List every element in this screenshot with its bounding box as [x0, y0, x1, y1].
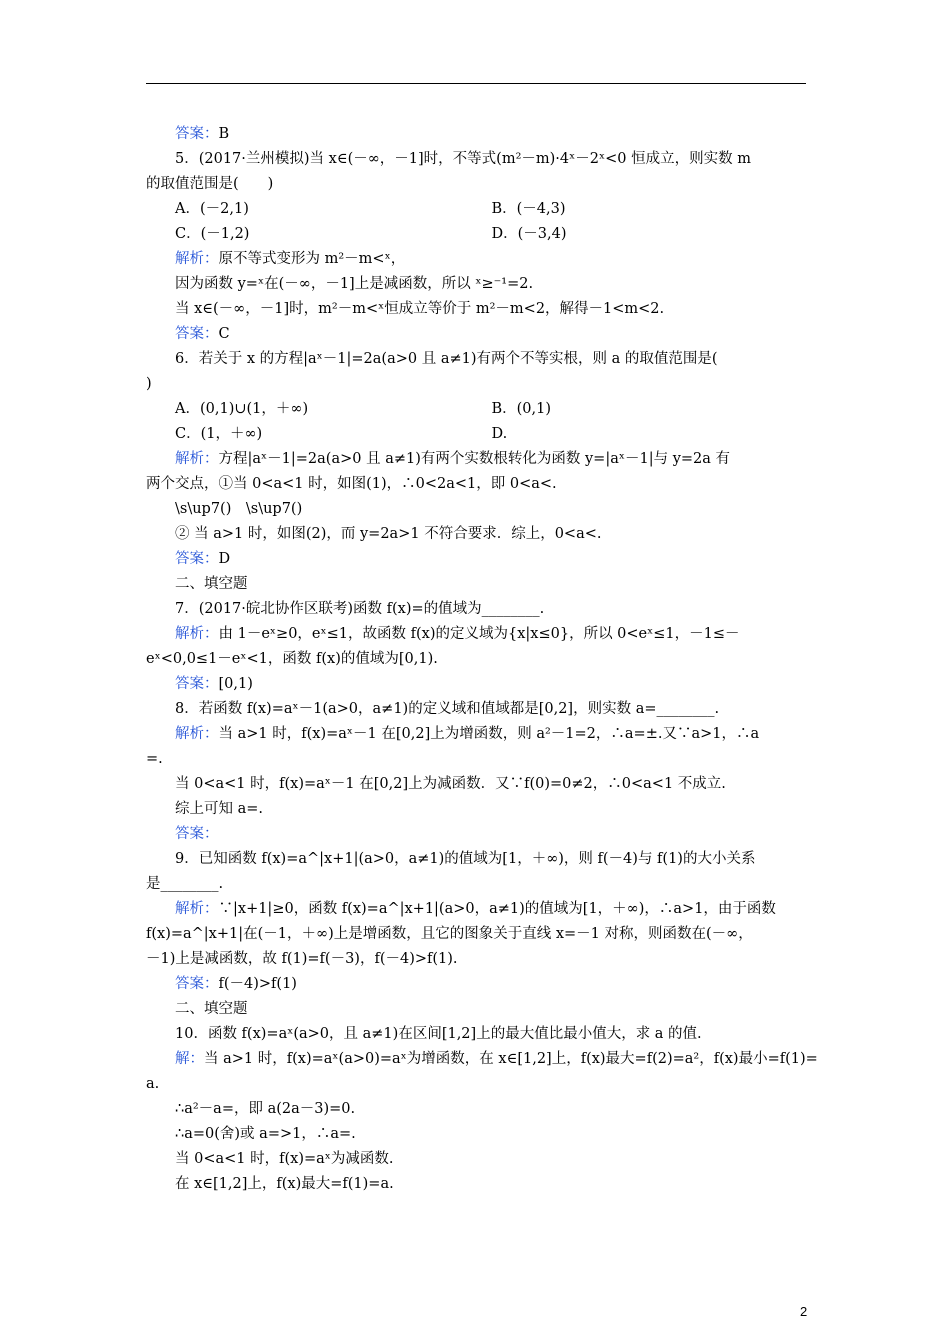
paragraph-line: ∴a=0(舍)或 a=>1，∴a=. — [175, 1126, 356, 1142]
answer-line — [146, 1047, 818, 1072]
answer-label: 解析： — [175, 451, 219, 467]
option-text: B．(－4,3) — [491, 201, 566, 217]
paragraph-line: 当 0<a<1 时，f(x)=aˣ－1 在[0,2]上为减函数．又∵f(0)=0≠2，∴0<a<1 不成立. — [175, 776, 726, 792]
option-text: A．(0,1)∪(1，＋∞) — [175, 401, 309, 417]
option-text: D．(－3,4) — [491, 226, 567, 242]
paragraph-line: 当 0<a<1 时，f(x)=aˣ为减函数. — [175, 1151, 394, 1167]
option-text: B．(0,1) — [491, 401, 552, 417]
option-row — [146, 422, 808, 447]
answer-line — [146, 722, 808, 747]
answer-line — [146, 897, 808, 922]
answer-line — [146, 247, 808, 272]
continuation-line: －1)上是减函数，故 f(1)=f(－3)，f(－4)>f(1). — [146, 951, 458, 967]
answer-line — [146, 672, 808, 697]
paragraph-line: 6．若关于 x 的方程|aˣ－1|=2a(a>0 且 a≠1)有两个不等实根，则 a 的取值范围是( — [175, 351, 718, 367]
paragraph-line: \s\up7() \s\up7() — [175, 501, 303, 517]
answer-text: 当 a>1 时，f(x)=aˣ－1 在[0,2]上为增函数，则 a²－1=2，∴a=±.又∵a>1，∴a — [218, 726, 760, 742]
continuation-line: 两个交点，①当 0<a<1 时，如图(1)，∴0<2a<1，即 0<a<. — [146, 476, 557, 492]
answer-label: 解析： — [175, 901, 219, 917]
continuation-line: =. — [146, 751, 163, 767]
paragraph-line: ② 当 a>1 时，如图(2)，而 y=2a>1 不符合要求．综上，0<a<. — [175, 526, 602, 542]
option-row — [146, 197, 808, 222]
answer-line — [146, 322, 808, 347]
option-row — [146, 397, 808, 422]
answer-text: 方程|aˣ－1|=2a(a>0 且 a≠1)有两个实数根转化为函数 y=|aˣ－1|与 y=2a 有 — [218, 451, 731, 467]
paragraph-line: 综上可知 a=. — [175, 801, 264, 817]
answer-text: [0,1) — [218, 676, 253, 692]
answer-line — [146, 972, 808, 997]
answer-label: 解析： — [175, 726, 219, 742]
paragraph-line: 在 x∈[1,2]上，f(x)最大=f(1)=a. — [175, 1176, 394, 1192]
answer-label: 答案： — [175, 551, 219, 567]
paragraph-line: 当 x∈(－∞，－1]时，m²－m<ˣ恒成立等价于 m²－m<2，解得－1<m<2. — [175, 301, 665, 317]
answer-label: 答案： — [175, 976, 219, 992]
page-number: 2 — [800, 1304, 808, 1319]
option-text: A．(－2,1) — [175, 201, 249, 217]
answer-label: 答案： — [175, 126, 219, 142]
answer-text: D — [218, 551, 231, 567]
paragraph-line: 二、填空题 — [175, 1001, 248, 1017]
continuation-line: 是________. — [146, 876, 224, 892]
paragraph-line: 7．(2017·皖北协作区联考)函数 f(x)=的值域为________. — [175, 601, 545, 617]
continuation-line: f(x)=a^|x+1|在(－1，＋∞)上是增函数，且它的图象关于直线 x=－1 对称，则函数在(－∞， — [146, 926, 753, 942]
answer-text: f(－4)>f(1) — [218, 976, 297, 992]
answer-line — [146, 622, 808, 647]
answer-label: 答案： — [175, 676, 219, 692]
answer-label: 解： — [175, 1051, 204, 1067]
answer-line — [146, 122, 808, 147]
answer-line — [146, 547, 808, 572]
paragraph-line: 10．函数 f(x)=aˣ(a>0，且 a≠1)在区间[1,2]上的最大值比最小值大，求 a 的值. — [175, 1026, 702, 1042]
answer-line — [146, 447, 808, 472]
paragraph-line: 8．若函数 f(x)=aˣ－1(a>0，a≠1)的定义域和值域都是[0,2]，则实数 a=________. — [175, 701, 720, 717]
option-text: C．(－1,2) — [175, 226, 250, 242]
header-rule — [146, 83, 806, 84]
answer-text: 由 1－eˣ≥0，eˣ≤1，故函数 f(x)的定义域为{x|x≤0}，所以 0<eˣ≤1，－1≤－ — [218, 626, 740, 642]
answer-label: 解析： — [175, 626, 219, 642]
answer-text: C — [218, 326, 230, 342]
answer-text: 原不等式变形为 m²－m<ˣ， — [218, 251, 406, 267]
option-row — [146, 222, 808, 247]
document-body — [146, 122, 818, 1197]
answer-text: ∵|x+1|≥0，函数 f(x)=a^|x+1|(a>0，a≠1)的值域为[1，＋∞)，∴a>1，由于函数 — [218, 901, 776, 917]
paragraph-line: 因为函数 y=ˣ在(－∞，－1]上是减函数，所以 ˣ≥⁻¹=2. — [175, 276, 534, 292]
paragraph-line: 9．已知函数 f(x)=a^|x+1|(a>0，a≠1)的值域为[1，＋∞)，则 f(－4)与 f(1)的大小关系 — [175, 851, 756, 867]
continuation-line: ) — [146, 376, 152, 392]
answer-text: 当 a>1 时，f(x)=aˣ(a>0)=aˣ为增函数，在 x∈[1,2]上，f(x)最大=f(2)=a²，f(x)最小=f(1)= — [204, 1051, 818, 1067]
continuation-line: a. — [146, 1076, 160, 1092]
answer-label: 答案： — [175, 326, 219, 342]
continuation-line: 的取值范围是( ) — [146, 176, 274, 192]
option-text: C．(1，＋∞) — [175, 426, 263, 442]
answer-text: B — [218, 126, 230, 142]
answer-label: 解析： — [175, 251, 219, 267]
option-text: D. — [491, 426, 508, 442]
paragraph-line: 5．(2017·兰州模拟)当 x∈(－∞，－1]时，不等式(m²－m)·4ˣ－2ˣ<0 恒成立，则实数 m — [175, 151, 752, 167]
continuation-line: eˣ<0,0≤1－eˣ<1，函数 f(x)的值域为[0,1). — [146, 651, 438, 667]
paragraph-line: ∴a²－a=，即 a(2a－3)=0. — [175, 1101, 356, 1117]
answer-label: 答案： — [175, 826, 219, 842]
answer-line — [146, 822, 808, 847]
paragraph-line: 二、填空题 — [175, 576, 248, 592]
